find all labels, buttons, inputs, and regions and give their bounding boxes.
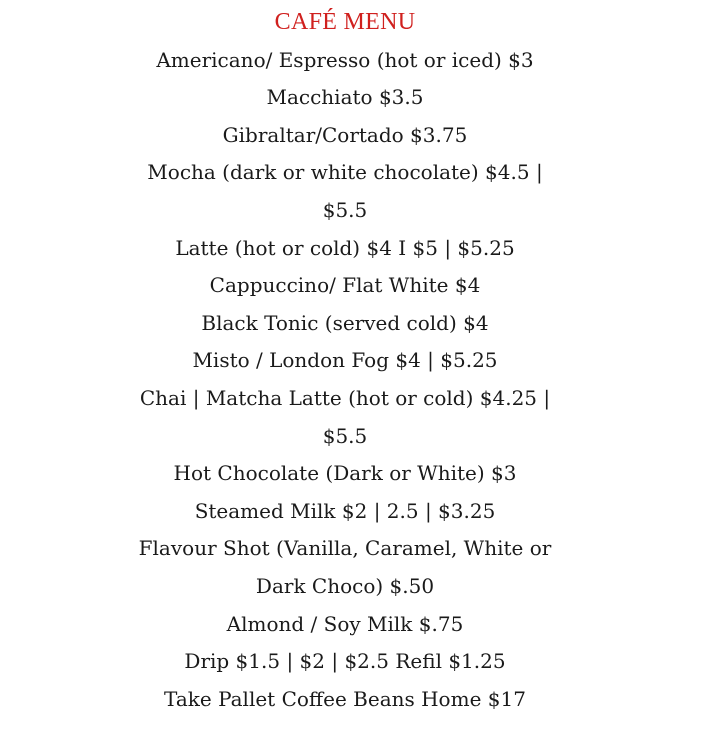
menu-item-hot-chocolate: Hot Chocolate (Dark or White) $3	[173, 461, 517, 486]
menu-item-drip: Drip $1.5 | $2 | $2.5 Refil $1.25	[184, 649, 506, 674]
menu-title: CAFÉ MENU	[274, 9, 416, 35]
menu-item-mocha-continued: $5.5	[322, 197, 368, 222]
menu-item-flavour-shot: Flavour Shot (Vanilla, Caramel, White or	[138, 536, 552, 561]
menu-item-mocha: Mocha (dark or white chocolate) $4.5 |	[147, 160, 543, 185]
cafe-menu	[0, 4, 690, 718]
menu-item-flavour-shot-continued: Dark Choco) $.50	[255, 573, 435, 598]
menu-item-chai-matcha-continued: $5.5	[322, 423, 368, 448]
menu-item-misto-london-fog: Misto / London Fog $4 | $5.25	[192, 348, 498, 373]
menu-item-coffee-beans: Take Pallet Coffee Beans Home $17	[164, 686, 526, 711]
menu-item-macchiato: Macchiato $3.5	[266, 85, 424, 110]
menu-item-chai-matcha-latte: Chai | Matcha Latte (hot or cold) $4.25 |	[139, 385, 551, 410]
menu-item-gibraltar-cortado: Gibraltar/Cortado $3.75	[222, 122, 468, 147]
menu-item-steamed-milk: Steamed Milk $2 | 2.5 | $3.25	[194, 498, 496, 523]
menu-item-black-tonic: Black Tonic (served cold) $4	[201, 310, 489, 335]
menu-item-latte: Latte (hot or cold) $4 I $5 | $5.25	[175, 235, 515, 260]
menu-item-almond-soy-milk: Almond / Soy Milk $.75	[226, 611, 464, 636]
menu-item-americano-espresso: Americano/ Espresso (hot or iced) $3	[156, 47, 534, 72]
menu-item-cappuccino-flat-white: Cappuccino/ Flat White $4	[209, 273, 481, 298]
